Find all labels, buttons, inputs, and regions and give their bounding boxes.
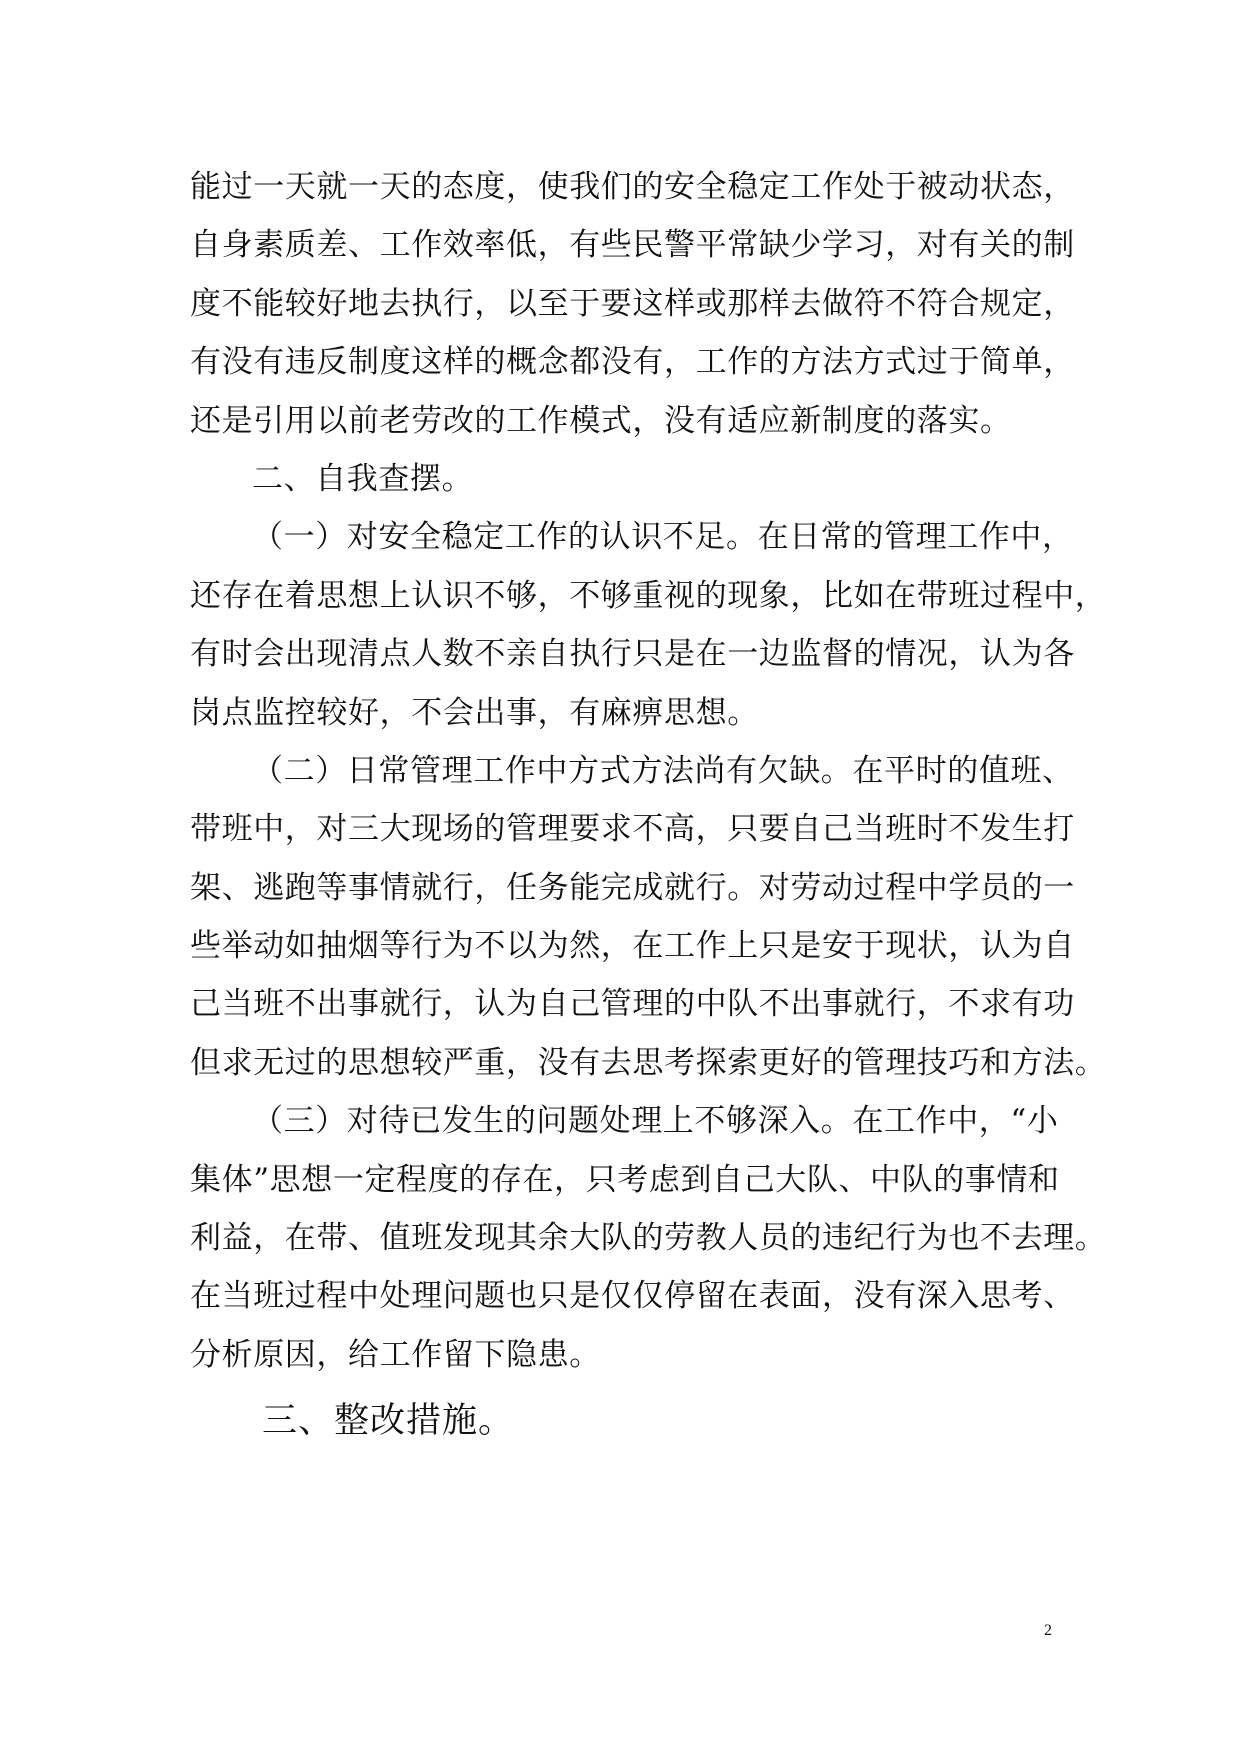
subsection-3-start: （三）对待已发生的问题处理上不够深入。在工作中，“小 [252,1103,1059,1140]
text-line: 度不能较好地去执行，以至于要这样或那样去做符不符合规定， [190,285,1075,322]
text-line: 能过一天就一天的态度，使我们的安全稳定工作处于被动状态， [190,169,1075,205]
subsection-2-start: （二）日常管理工作中方式方法尚有欠缺。在平时的值班、 [252,752,1074,789]
text-line: 集体”思想一定程度的存在，只考虑到自己大队、中队的事情和 [190,1161,1060,1198]
text-line: 岗点监控较好，不会出事，有麻痹思想。 [190,694,759,731]
section-heading-2: 二、自我查摆。 [252,460,474,497]
subsection-1-start: （一）对安全稳定工作的认识不足。在日常的管理工作中， [252,519,1074,556]
text-line: 还存在着思想上认识不够，不够重视的现象，比如在带班过程中， [190,577,1107,614]
text-line: 有没有违反制度这样的概念都没有，工作的方法方式过于简单， [190,344,1075,381]
text-line: 自身素质差、工作效率低，有些民警平常缺少学习，对有关的制 [190,227,1075,264]
text-line: 带班中，对三大现场的管理要求不高，只要自己当班时不发生打 [190,811,1075,848]
text-line: 己当班不出事就行，认为自己管理的中队不出事就行，不求有功 [190,986,1075,1023]
body-text [190,158,1107,1454]
text-line: 有时会出现清点人数不亲自执行只是在一边监督的情况，认为各 [190,636,1075,673]
text-line: 但求无过的思想较严重，没有去思考探索更好的管理技巧和方法。 [190,1044,1107,1081]
text-line: 还是引用以前老劳改的工作模式，没有适应新制度的落实。 [190,402,1012,439]
text-line: 分析原因，给工作留下隐患。 [190,1336,601,1373]
text-line: 利益，在带、值班发现其余大队的劳教人员的违纪行为也不去理。 [190,1220,1107,1257]
text-line: 些举动如抽烟等行为不以为然，在工作上只是安于现状，认为自 [190,928,1075,965]
text-line: 在当班过程中处理问题也只是仅仅停留在表面，没有深入思考、 [190,1278,1075,1315]
section-heading-3: 三、整改措施。 [262,1401,515,1442]
text-line: 架、逃跑等事情就行，任务能完成就行。对劳动过程中学员的一 [190,869,1075,906]
page-number: 2 [1044,1622,1052,1639]
